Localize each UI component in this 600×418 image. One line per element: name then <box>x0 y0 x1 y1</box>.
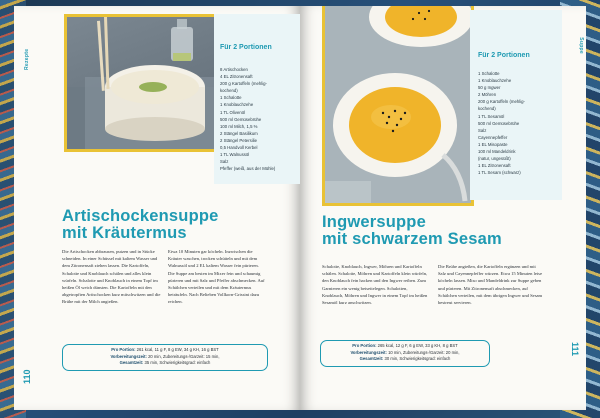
portions-heading: Für 2 Portionen <box>478 52 530 59</box>
page-number: 111 <box>570 341 580 356</box>
recipe-title <box>62 208 262 242</box>
ingredient-item: 1 TL Walnussöl <box>220 152 250 158</box>
prep-time-values: 20 min, Zubereitungs-/Garzeit: 15 min, <box>148 353 220 359</box>
instructions-column-1: Die Artischocken abbrausen, putzen und in Stücke schneiden. In einer Schüssel mit kaltem Wasser und dem Zitronensaft ziehen lassen. Die Kartoffeln, Schalotte und Knoblauch schälen und alles klein würfeln. Schalotte und Knoblauch in einem Topf im heißen Öl weich dünsten. Die Kartoffeln mit den abgetropften Artischocken kurz mitschwitzen und die Brühe mit der Milch angießen. <box>62 249 161 305</box>
instructions-column-2: Die Brühe angießen, die Kartoffeln ergänzen und mit Salz und Cayennepfeffer würzen. Etwa 15 Minuten leise köcheln lassen. Miso und Mandeldrink zur Suppe geben und pürieren. Mit Zitronensaft abschmecken, auf Schälchen verteilen, mit dem übrigen Ingwer und Sesam bestreut servieren. <box>438 264 543 306</box>
nutrition-box <box>320 340 490 367</box>
nutrition-box <box>62 344 268 371</box>
ingredient-item: 2 Stängel Petersilie <box>220 137 258 143</box>
total-time-values: 35 min, Schwierigkeitsgrad: einfach <box>144 360 211 366</box>
ingredient-item: 50 g Ingwer <box>478 85 501 91</box>
ingredient-item: Pfeffer (weiß, aus der Mühle) <box>220 166 276 172</box>
nutrition-label: Pro Portion: <box>111 347 136 352</box>
ingredient-item: 500 ml Gemüsebrühe <box>220 116 262 122</box>
nutrition-values: 265 kcal, 12 g F, 6 g EW, 33 g KH, 8 g BST <box>377 343 458 348</box>
ingredient-item: Cayennepfeffer <box>478 134 508 140</box>
portions-heading: Für 2 Portionen <box>220 44 272 51</box>
section-label: Suppe <box>578 37 584 54</box>
section-label: Rezepte <box>24 48 30 70</box>
ingredient-item: 1 TL Sesamöl <box>478 113 505 119</box>
ingredient-item: 200 g Kartoffeln (mehlig- <box>478 99 525 105</box>
ingredient-item: 1 EL Misopaste <box>478 141 508 147</box>
recipe-title-line1: Artischockensuppe <box>62 207 219 225</box>
recipe-photo-ginger-soup <box>322 6 474 206</box>
right-page <box>300 6 586 410</box>
ingredient-item: 0,5 Handvoll Kerbel <box>220 145 258 151</box>
ingredients-list <box>220 66 298 172</box>
prep-time-label: Vorbereitungszeit: <box>350 349 387 355</box>
page-number: 110 <box>22 369 32 384</box>
total-time-label: Gesamtzeit: <box>119 360 144 366</box>
ingredient-item: 1 EL Zitronensaft <box>478 163 511 169</box>
ingredient-item: 100 ml Milch, 1,5 % <box>220 123 258 129</box>
ingredient-item: 1 Schalotte <box>220 95 242 101</box>
total-time-label: Gesamtzeit: <box>359 356 384 362</box>
recipe-title-line2: mit Kräutermus <box>62 224 187 242</box>
left-page <box>14 6 300 410</box>
ingredient-item: 4 EL Zitronensaft <box>220 74 253 80</box>
ingredient-item: 100 ml Mandeldrink <box>478 149 516 155</box>
recipe-title <box>322 214 522 248</box>
ingredients-list <box>478 70 560 176</box>
ingredient-item: 1 TL Olivenöl <box>220 109 246 115</box>
ingredient-item: kochend) <box>220 88 238 94</box>
ingredient-item: 2 Stängel Basilikum <box>220 130 258 136</box>
instructions-column-2: Etwa 10 Minuten gar köcheln. Inzwischen die Kräuter waschen, trocken schütteln und mit dem Walnussöl und 2 EL kaltem Wasser fein pürieren. Die Suppe am besten im Mixer fein und schaumig pürieren und mit Salz und Pfeffer abschmecken. Auf Schälchen verteilen und mit dem Kräutermus beträufeln. Nach Belieben Vollkorn-Grissini dazu reichen. <box>168 249 265 305</box>
instructions-column-1: Schalotte, Knoblauch, Ingwer, Möhren und Kartoffeln schälen. Schalotte, Möhren und Kartoffeln klein würfeln, den Knoblauch fein hacken und den Ingwer reiben. Zum Garnieren ein wenig beiseitelegen. Schalotten, Knoblauch, Möhren und Ingwer in einem Topf im heißen Sesamöl kurz anschwitzen. <box>322 264 428 306</box>
recipe-photo-artichoke-soup <box>64 14 218 152</box>
ingredient-item: 1 Knoblauchzehe <box>478 78 512 84</box>
prep-time-values: 10 min, Zubereitungs-/Garzeit: 20 min, <box>388 349 460 355</box>
recipe-title-line2: mit schwarzem Sesam <box>322 230 502 248</box>
ingredient-item: 1 TL Sesam (schwarz) <box>478 170 521 176</box>
ingredient-item: 1 Schalotte <box>478 71 500 76</box>
prep-time-label: Vorbereitungszeit: <box>110 353 147 359</box>
nutrition-values: 261 kcal, 11 g F, 8 g EW, 34 g KH, 16 g BST <box>136 347 219 352</box>
ingredient-item: Salz <box>220 159 229 165</box>
ingredient-item: Salz <box>478 127 487 133</box>
ingredient-item: 1 Knoblauchzehe <box>220 102 254 108</box>
ingredient-item: 8 Artischocken <box>220 67 248 72</box>
ingredient-item: kochend) <box>478 106 496 112</box>
nutrition-label: Pro Portion: <box>352 343 377 348</box>
ingredient-item: 2 Möhren <box>478 92 497 98</box>
total-time-values: 30 min, Schwierigkeitsgrad: einfach <box>384 356 451 362</box>
ingredient-item: 200 g Kartoffeln (mehlig- <box>220 81 267 87</box>
recipe-title-line1: Ingwersuppe <box>322 213 426 231</box>
ingredient-item: (natur, ungesüßt) <box>478 156 511 162</box>
ingredient-item: 500 ml Gemüsebrühe <box>478 120 520 126</box>
